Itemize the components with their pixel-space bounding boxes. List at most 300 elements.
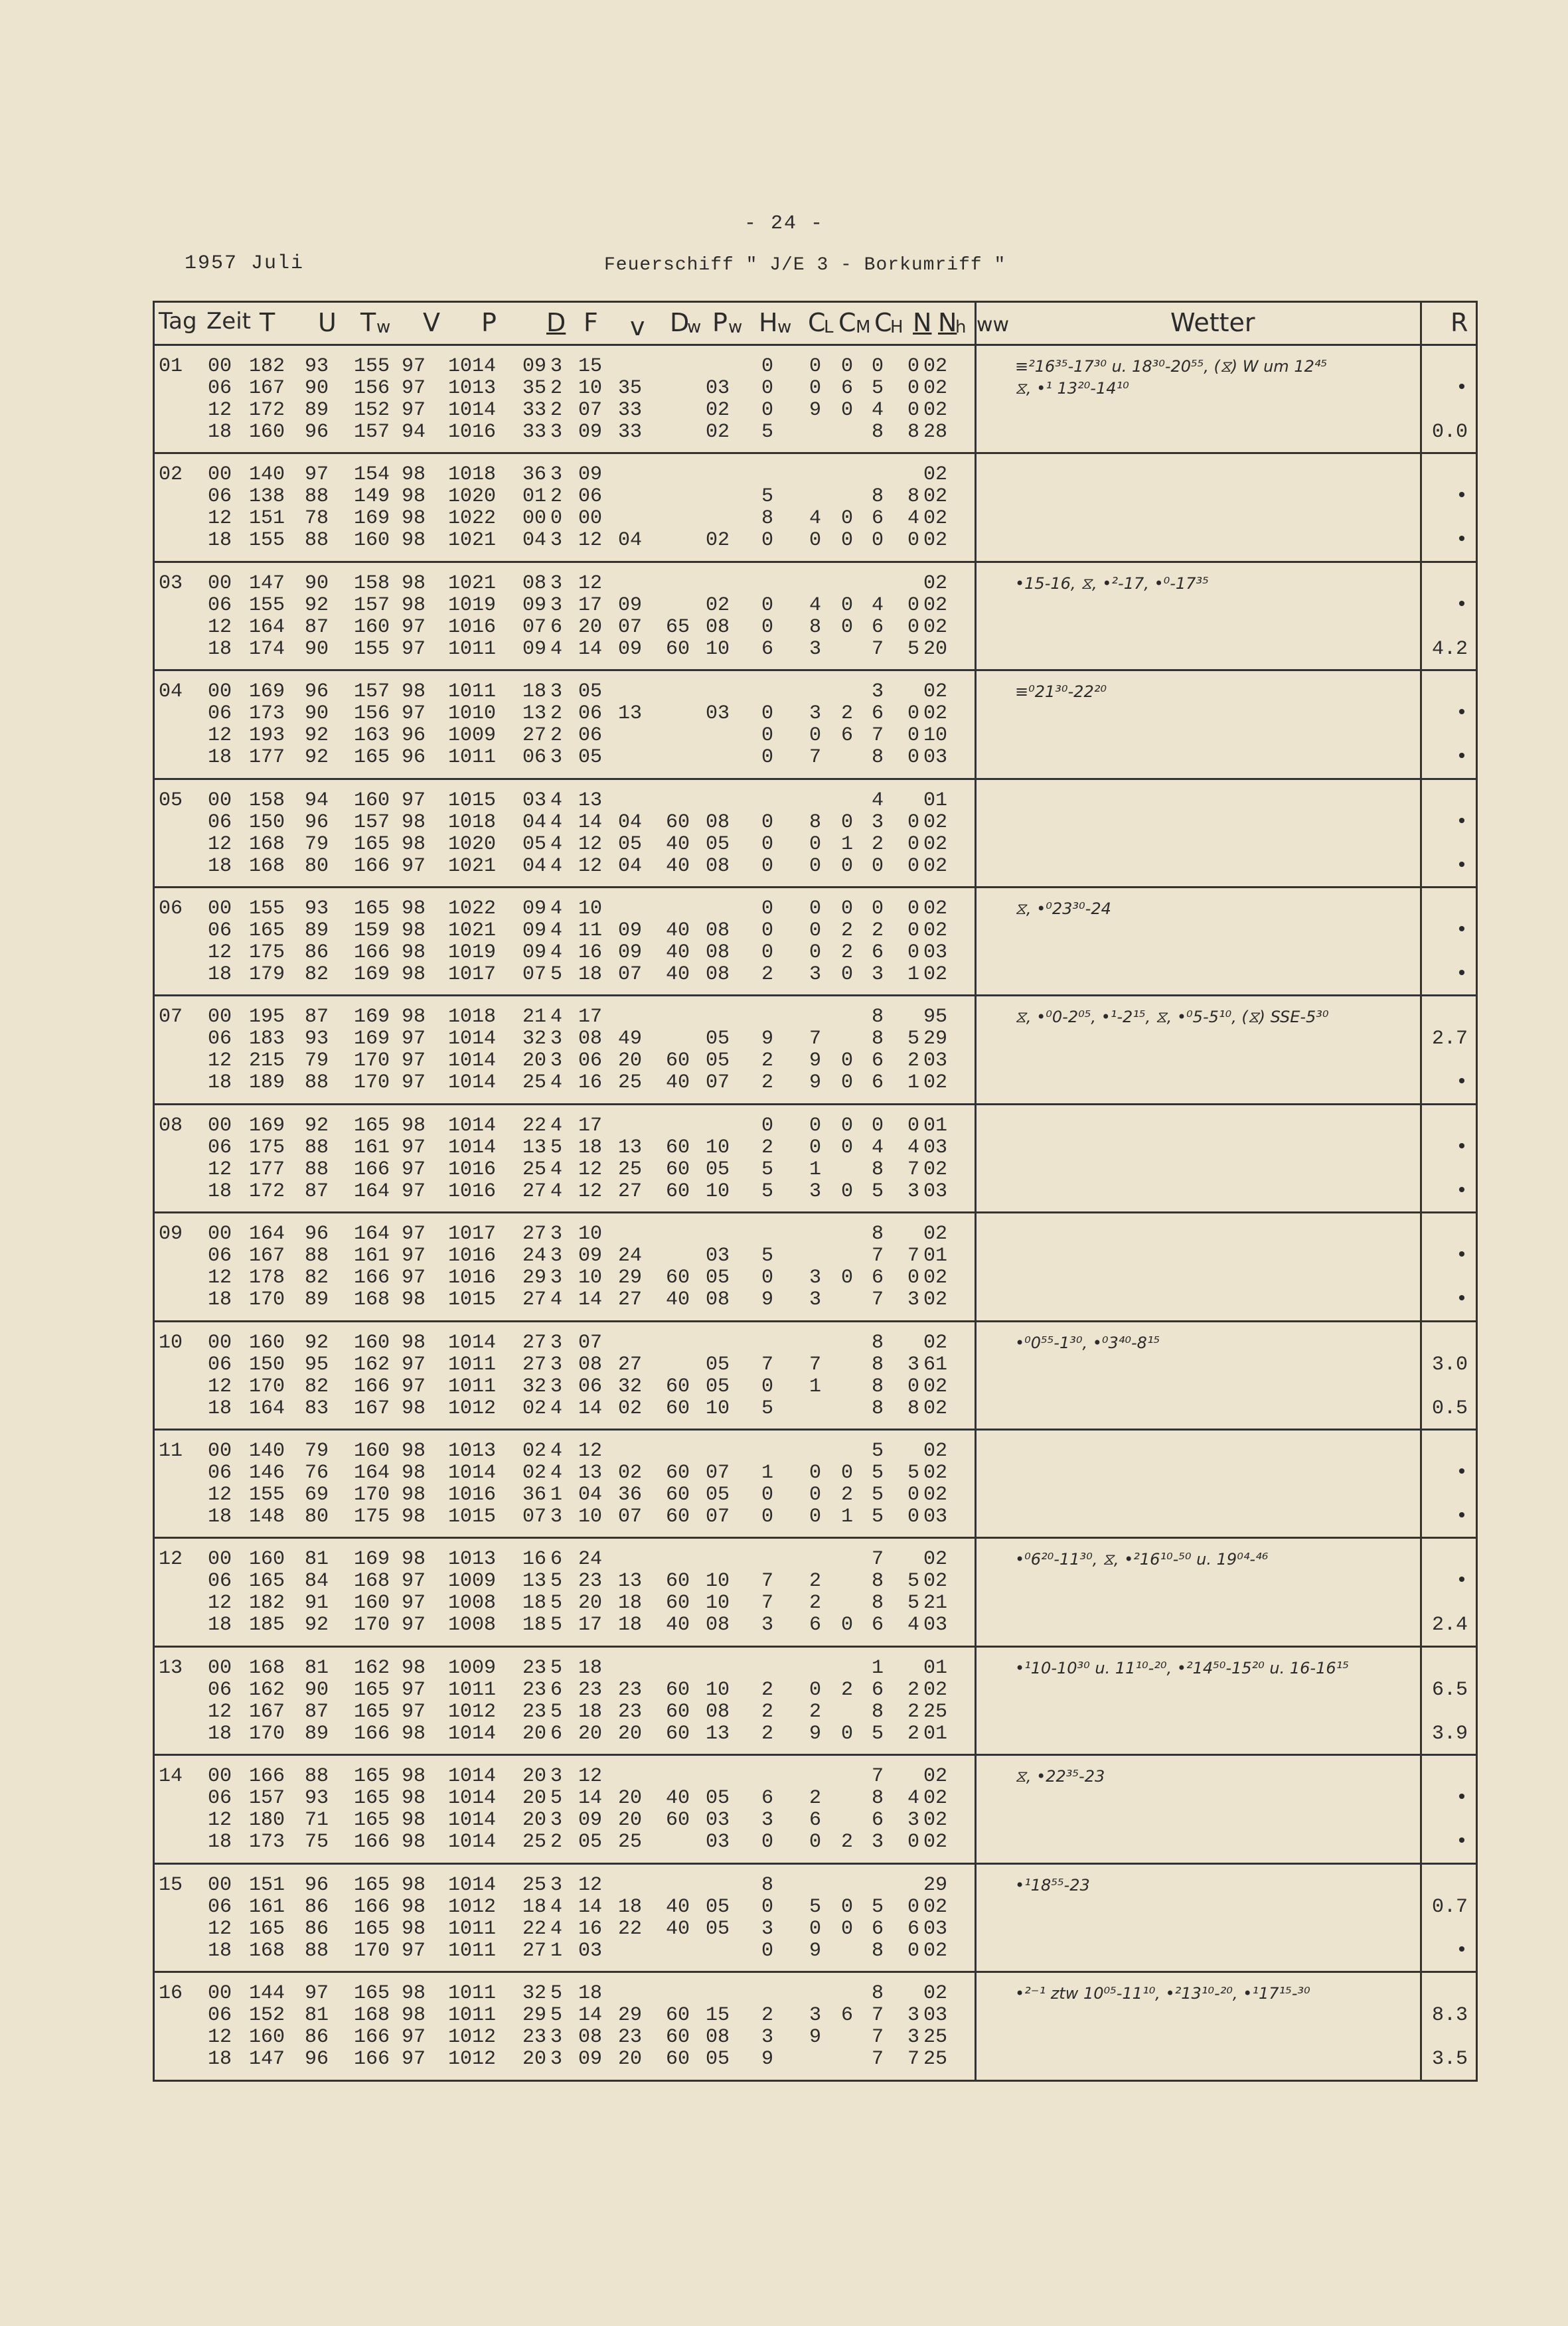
- table-cell: 5: [871, 1484, 884, 1506]
- table-cell: 25: [617, 1071, 642, 1095]
- table-cell: 98: [401, 1440, 426, 1462]
- table-cell: 155: [353, 355, 390, 378]
- table-cell: 1014: [447, 1028, 496, 1051]
- day-separator: [155, 1320, 1476, 1322]
- table-cell: 0: [761, 355, 773, 378]
- table-cell: 08: [705, 811, 730, 834]
- table-cell: 155: [248, 593, 285, 617]
- table-cell: 60: [665, 811, 690, 834]
- table-cell: 01: [522, 485, 546, 508]
- col-zeit: Zeit: [206, 308, 251, 335]
- table-cell: 1020: [447, 485, 496, 508]
- table-cell: 16: [578, 1071, 602, 1095]
- table-cell: 1011: [447, 1678, 496, 1701]
- table-cell: 80: [304, 854, 329, 878]
- table-cell: 215: [248, 1049, 285, 1073]
- table-cell: 07: [522, 1506, 546, 1528]
- table-cell: 0: [907, 941, 919, 964]
- table-cell: 96: [304, 1223, 329, 1246]
- table-cell: 0: [761, 529, 773, 552]
- table-cell: 36: [522, 1484, 546, 1506]
- table-cell: 2: [840, 919, 853, 942]
- table-cell: 1: [907, 1071, 919, 1095]
- table-cell: 06: [207, 593, 232, 617]
- table-cell: 02: [923, 399, 947, 422]
- table-cell: 0: [761, 1939, 773, 1962]
- table-cell: 60: [665, 1158, 690, 1181]
- table-cell: 12: [207, 832, 232, 856]
- table-cell: 140: [248, 1440, 285, 1462]
- table-cell: 17: [578, 1614, 602, 1637]
- table-cell: 97: [401, 1180, 426, 1203]
- table-cell: 60: [665, 1700, 690, 1723]
- table-cell: 8: [871, 746, 884, 769]
- table-cell: 97: [401, 1592, 426, 1615]
- table-cell: 03: [522, 789, 546, 812]
- table-cell: 01: [923, 1656, 947, 1679]
- observation-table: [153, 301, 1478, 2082]
- table-cell: 8: [871, 1006, 884, 1029]
- table-cell: 05: [705, 1267, 730, 1290]
- table-cell: 12: [578, 1180, 602, 1203]
- table-cell: 02: [522, 1440, 546, 1462]
- table-cell: 165: [248, 1570, 285, 1593]
- table-cell: 1011: [447, 1939, 496, 1962]
- table-cell: 13: [522, 702, 546, 726]
- table-cell: 92: [304, 746, 329, 769]
- day-separator: [155, 1429, 1476, 1431]
- table-cell: 1011: [447, 637, 496, 660]
- table-cell: 03: [705, 1245, 730, 1268]
- table-cell: 1008: [447, 1614, 496, 1637]
- table-cell: 1: [907, 963, 919, 986]
- table-cell: 23: [617, 1700, 642, 1723]
- table-cell: 2: [907, 1722, 919, 1745]
- table-cell: 03: [923, 1136, 947, 1159]
- table-cell: 09: [522, 637, 546, 660]
- table-cell: 07: [705, 1462, 730, 1484]
- table-cell: 32: [522, 1982, 546, 2005]
- day-number: 15: [159, 1873, 183, 1897]
- table-cell: 06: [207, 2004, 232, 2027]
- table-cell: 4: [550, 1895, 562, 1918]
- table-cell: 60: [665, 637, 690, 660]
- table-cell: 1014: [447, 1049, 496, 1073]
- table-cell: 3: [907, 2026, 919, 2049]
- table-cell: 22: [522, 1114, 546, 1137]
- table-cell: 8: [871, 1375, 884, 1398]
- table-cell: 3: [907, 1180, 919, 1203]
- table-cell: 1016: [447, 421, 496, 443]
- precipitation-value: •: [1455, 1462, 1468, 1484]
- day-separator: [155, 1971, 1476, 1973]
- table-cell: 87: [304, 615, 329, 639]
- table-cell: 02: [522, 1462, 546, 1484]
- table-cell: 166: [248, 1765, 285, 1788]
- table-cell: 98: [401, 1506, 426, 1528]
- table-cell: 0: [907, 897, 919, 920]
- table-cell: 00: [207, 897, 232, 920]
- table-cell: 0: [840, 1462, 853, 1484]
- table-cell: 1: [809, 1158, 821, 1181]
- table-cell: 9: [809, 1722, 821, 1745]
- table-cell: 03: [923, 2004, 947, 2027]
- table-cell: 8: [871, 1982, 884, 2005]
- table-cell: 92: [304, 1614, 329, 1637]
- table-cell: 4: [550, 1440, 562, 1462]
- table-cell: 0: [840, 1071, 853, 1095]
- table-cell: 88: [304, 1071, 329, 1095]
- table-cell: 18: [207, 1071, 232, 1095]
- day-number: 13: [159, 1656, 183, 1679]
- table-cell: 82: [304, 1375, 329, 1398]
- table-cell: 3: [809, 702, 821, 726]
- table-cell: 158: [353, 572, 390, 595]
- table-cell: 170: [353, 1939, 390, 1962]
- day-number: 06: [159, 897, 183, 920]
- table-cell: 166: [353, 1722, 390, 1745]
- table-cell: 33: [617, 421, 642, 443]
- table-cell: 00: [207, 680, 232, 704]
- table-cell: 33: [522, 399, 546, 422]
- table-cell: 169: [353, 1006, 390, 1029]
- table-cell: 18: [617, 1614, 642, 1637]
- table-cell: 160: [353, 789, 390, 812]
- table-cell: 23: [617, 2026, 642, 2049]
- table-cell: 1019: [447, 593, 496, 617]
- table-cell: 18: [207, 529, 232, 552]
- table-cell: 60: [665, 1049, 690, 1073]
- table-cell: 09: [617, 919, 642, 942]
- table-cell: 06: [207, 1895, 232, 1918]
- table-cell: 12: [207, 1809, 232, 1832]
- table-cell: 18: [207, 963, 232, 986]
- table-cell: 03: [923, 1180, 947, 1203]
- table-cell: 2: [761, 1700, 773, 1723]
- col-nh: N: [938, 308, 957, 337]
- table-cell: 8: [871, 1028, 884, 1051]
- table-cell: 177: [248, 1158, 285, 1181]
- table-cell: 8: [907, 485, 919, 508]
- table-cell: 83: [304, 1397, 329, 1420]
- table-cell: 81: [304, 1548, 329, 1571]
- table-cell: 5: [761, 421, 773, 443]
- table-cell: 08: [705, 919, 730, 942]
- day-number: 02: [159, 463, 183, 487]
- table-cell: 5: [550, 1982, 562, 2005]
- table-cell: 7: [761, 1570, 773, 1593]
- table-cell: 5: [550, 1656, 562, 1679]
- table-cell: 9: [809, 1071, 821, 1095]
- table-cell: 5: [550, 1787, 562, 1810]
- precipitation-value: •: [1455, 702, 1468, 726]
- table-cell: 195: [248, 1006, 285, 1029]
- table-cell: 60: [665, 1136, 690, 1159]
- table-cell: 88: [304, 1765, 329, 1788]
- table-cell: 3: [809, 2004, 821, 2027]
- table-cell: 0: [871, 854, 884, 878]
- table-cell: 0: [871, 355, 884, 378]
- table-cell: 97: [401, 702, 426, 726]
- col-n: N: [913, 308, 932, 337]
- table-cell: 25: [617, 1158, 642, 1181]
- table-cell: 20: [617, 1049, 642, 1073]
- table-cell: 27: [617, 1353, 642, 1376]
- table-cell: 1018: [447, 811, 496, 834]
- table-cell: 2: [871, 832, 884, 856]
- table-cell: 98: [401, 1765, 426, 1788]
- table-cell: 32: [617, 1375, 642, 1398]
- table-cell: 6: [871, 1809, 884, 1832]
- table-cell: 02: [923, 529, 947, 552]
- table-cell: 149: [353, 485, 390, 508]
- table-cell: 00: [207, 1873, 232, 1897]
- table-cell: 148: [248, 1506, 285, 1528]
- table-cell: 06: [207, 919, 232, 942]
- table-cell: 162: [248, 1678, 285, 1701]
- table-cell: 0: [871, 1114, 884, 1137]
- table-cell: 2: [840, 702, 853, 726]
- table-cell: 7: [907, 1245, 919, 1268]
- day-separator: [155, 452, 1476, 454]
- table-cell: 98: [401, 1114, 426, 1137]
- table-cell: 150: [248, 811, 285, 834]
- table-cell: 161: [353, 1136, 390, 1159]
- table-cell: 90: [304, 377, 329, 400]
- wetter-note: ⧖, •¹ 13²⁰-14¹⁰: [1015, 379, 1129, 398]
- table-cell: 168: [248, 832, 285, 856]
- table-cell: 3: [809, 1267, 821, 1290]
- table-cell: 04: [617, 529, 642, 552]
- table-cell: 2: [761, 1722, 773, 1745]
- table-cell: 1011: [447, 1375, 496, 1398]
- table-cell: 06: [578, 1049, 602, 1073]
- table-cell: 29: [522, 2004, 546, 2027]
- table-cell: 10: [705, 1136, 730, 1159]
- precipitation-value: •: [1455, 1831, 1468, 1854]
- table-cell: 98: [401, 1656, 426, 1679]
- table-cell: 3: [550, 1028, 562, 1051]
- table-cell: 00: [522, 507, 546, 530]
- table-cell: 12: [207, 399, 232, 422]
- table-cell: 8: [871, 1570, 884, 1593]
- table-cell: 20: [522, 1787, 546, 1810]
- table-cell: 21: [923, 1592, 947, 1615]
- table-cell: 1016: [447, 1180, 496, 1203]
- table-cell: 0: [907, 1484, 919, 1506]
- table-cell: 0: [840, 963, 853, 986]
- table-cell: 25: [522, 1158, 546, 1181]
- table-cell: 1013: [447, 377, 496, 400]
- table-cell: 179: [248, 963, 285, 986]
- precipitation-value: 3.0: [1431, 1353, 1468, 1376]
- wetter-note: •¹18⁵⁵-23: [1015, 1875, 1090, 1895]
- table-cell: 2: [550, 724, 562, 747]
- table-cell: 91: [304, 1592, 329, 1615]
- table-cell: 0: [840, 811, 853, 834]
- table-cell: 29: [617, 1267, 642, 1290]
- table-cell: 1016: [447, 1245, 496, 1268]
- table-cell: 0: [907, 746, 919, 769]
- precipitation-value: •: [1455, 854, 1468, 878]
- table-cell: 6: [871, 1678, 884, 1701]
- table-cell: 18: [207, 637, 232, 660]
- table-cell: 02: [923, 485, 947, 508]
- table-cell: 1017: [447, 963, 496, 986]
- table-cell: 28: [923, 421, 947, 443]
- table-cell: 93: [304, 355, 329, 378]
- table-cell: 98: [401, 1548, 426, 1571]
- table-cell: 18: [522, 1614, 546, 1637]
- table-cell: 12: [578, 1765, 602, 1788]
- col-tw: T: [360, 308, 376, 337]
- table-cell: 152: [248, 2004, 285, 2027]
- table-cell: 27: [617, 1180, 642, 1203]
- table-cell: 1012: [447, 2048, 496, 2070]
- table-cell: 89: [304, 1288, 329, 1312]
- table-cell: 17: [578, 1114, 602, 1137]
- table-cell: 0: [809, 854, 821, 878]
- table-cell: 98: [401, 463, 426, 487]
- table-cell: 94: [304, 789, 329, 812]
- table-cell: 98: [401, 1895, 426, 1918]
- day-separator: [155, 1537, 1476, 1539]
- table-cell: 160: [353, 529, 390, 552]
- table-cell: 40: [665, 1614, 690, 1637]
- table-cell: 27: [522, 724, 546, 747]
- table-cell: 98: [401, 1809, 426, 1832]
- table-cell: 3: [871, 811, 884, 834]
- table-cell: 4: [907, 1136, 919, 1159]
- col-tag: Tag: [159, 308, 197, 335]
- table-cell: 0: [809, 355, 821, 378]
- table-cell: 4: [550, 637, 562, 660]
- table-cell: 40: [665, 1288, 690, 1312]
- table-cell: 02: [923, 1288, 947, 1312]
- table-cell: 98: [401, 1722, 426, 1745]
- table-cell: 1009: [447, 724, 496, 747]
- table-cell: 2: [907, 1678, 919, 1701]
- table-cell: 00: [207, 1982, 232, 2005]
- table-cell: 03: [923, 1917, 947, 1940]
- table-cell: 07: [705, 1071, 730, 1095]
- table-cell: 165: [353, 1873, 390, 1897]
- table-cell: 20: [617, 1787, 642, 1810]
- table-cell: 12: [207, 1592, 232, 1615]
- precipitation-value: •: [1455, 377, 1468, 400]
- table-cell: 04: [578, 1484, 602, 1506]
- table-cell: 7: [809, 1353, 821, 1376]
- table-cell: 1016: [447, 1158, 496, 1181]
- table-cell: 4: [550, 854, 562, 878]
- table-cell: 13: [705, 1722, 730, 1745]
- table-cell: 06: [207, 1462, 232, 1484]
- table-cell: 10: [578, 1267, 602, 1290]
- table-cell: 165: [353, 897, 390, 920]
- table-cell: 0: [840, 1049, 853, 1073]
- table-cell: 1011: [447, 1982, 496, 2005]
- table-cell: 06: [578, 485, 602, 508]
- table-cell: 97: [401, 1158, 426, 1181]
- col-cl: C: [808, 308, 826, 337]
- table-cell: 0: [907, 811, 919, 834]
- table-cell: 5: [550, 1700, 562, 1723]
- table-cell: 20: [522, 1809, 546, 1832]
- table-cell: 1015: [447, 789, 496, 812]
- table-cell: 0: [809, 1136, 821, 1159]
- table-cell: 5: [550, 1592, 562, 1615]
- table-cell: 98: [401, 963, 426, 986]
- table-cell: 4: [907, 507, 919, 530]
- table-cell: 182: [248, 355, 285, 378]
- table-cell: 156: [353, 702, 390, 726]
- table-cell: 02: [923, 1158, 947, 1181]
- table-cell: 157: [353, 593, 390, 617]
- table-cell: 03: [923, 1614, 947, 1637]
- table-cell: 0: [550, 507, 562, 530]
- table-cell: 5: [550, 1570, 562, 1593]
- table-cell: 0: [907, 377, 919, 400]
- day-number: 04: [159, 680, 183, 704]
- table-cell: 3: [761, 2026, 773, 2049]
- table-cell: 09: [578, 1809, 602, 1832]
- table-cell: 170: [353, 1484, 390, 1506]
- table-cell: 98: [401, 1397, 426, 1420]
- table-cell: 10: [705, 1678, 730, 1701]
- table-cell: 5: [550, 1614, 562, 1637]
- table-cell: 8: [761, 1873, 773, 1897]
- table-cell: 02: [923, 1462, 947, 1484]
- table-cell: 0: [840, 1614, 853, 1637]
- table-cell: 146: [248, 1462, 285, 1484]
- table-cell: 0: [809, 1506, 821, 1528]
- table-cell: 166: [353, 1375, 390, 1398]
- table-cell: 10: [923, 724, 947, 747]
- table-cell: 97: [401, 789, 426, 812]
- table-cell: 151: [248, 507, 285, 530]
- table-cell: 167: [248, 377, 285, 400]
- table-cell: 3: [809, 1180, 821, 1203]
- table-cell: 18: [207, 1939, 232, 1962]
- table-cell: 0: [809, 832, 821, 856]
- table-cell: 0: [907, 399, 919, 422]
- table-cell: 08: [705, 1288, 730, 1312]
- table-cell: 98: [401, 680, 426, 704]
- table-cell: 1009: [447, 1656, 496, 1679]
- table-cell: 18: [207, 1180, 232, 1203]
- table-cell: 40: [665, 1917, 690, 1940]
- table-cell: 00: [207, 1114, 232, 1137]
- table-cell: 08: [578, 2026, 602, 2049]
- table-cell: 88: [304, 1245, 329, 1268]
- table-cell: 89: [304, 919, 329, 942]
- table-cell: 01: [923, 789, 947, 812]
- table-cell: 60: [665, 2026, 690, 2049]
- table-cell: 02: [923, 507, 947, 530]
- table-cell: 82: [304, 963, 329, 986]
- table-cell: 7: [809, 746, 821, 769]
- table-cell: 18: [578, 1982, 602, 2005]
- table-cell: 7: [871, 1765, 884, 1788]
- table-cell: 4: [550, 1462, 562, 1484]
- table-cell: 155: [248, 1484, 285, 1506]
- table-cell: 33: [522, 421, 546, 443]
- table-cell: 20: [617, 2048, 642, 2070]
- day-separator: [155, 669, 1476, 671]
- table-cell: 0: [809, 1484, 821, 1506]
- table-cell: 169: [353, 1028, 390, 1051]
- col-pw-sub: w: [728, 317, 743, 337]
